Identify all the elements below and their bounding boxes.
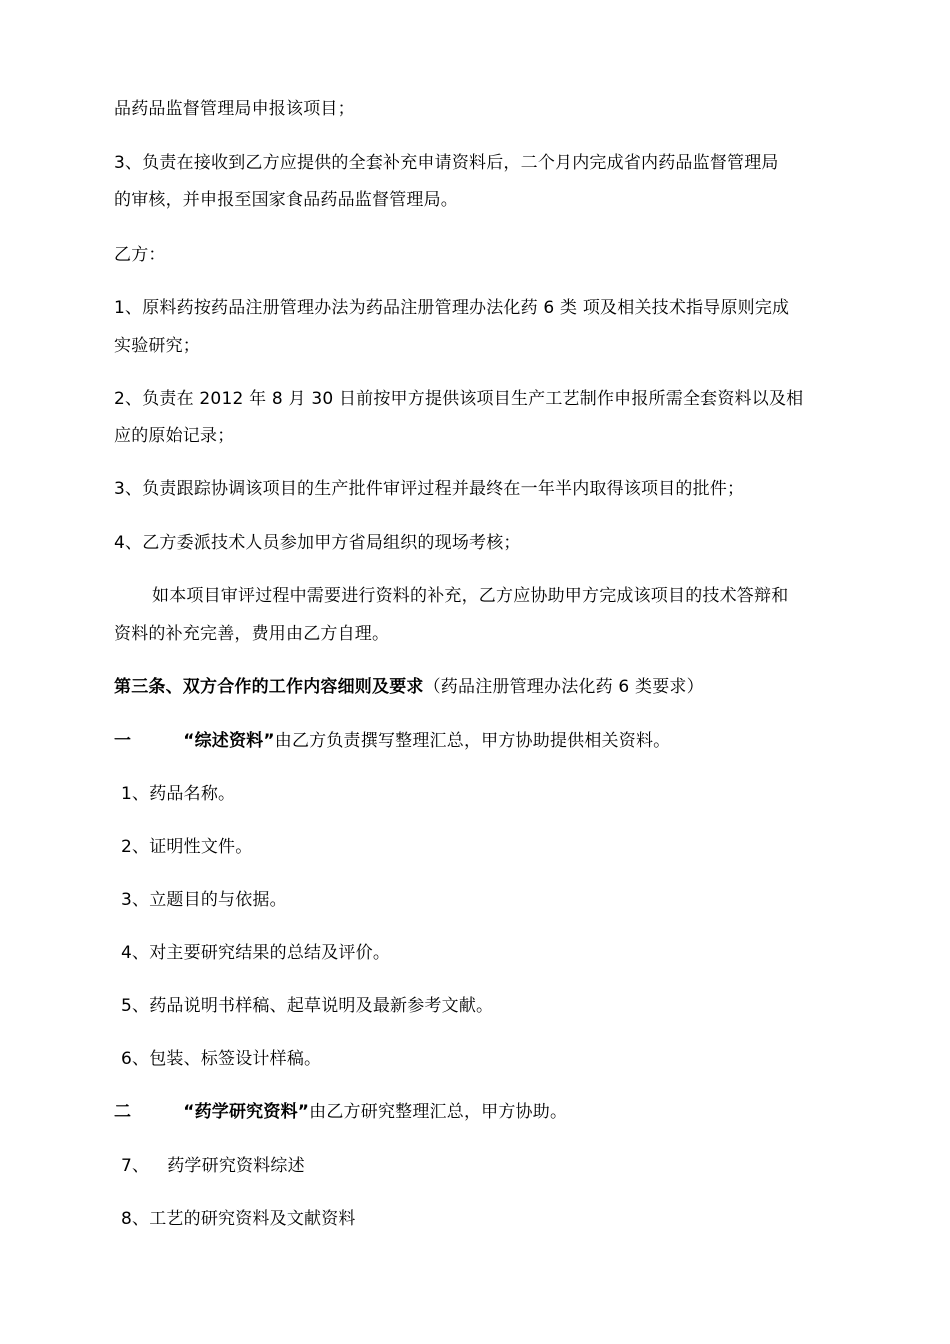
list-item: 8、工艺的研究资料及文献资料 <box>121 1209 356 1229</box>
paragraph-line: 2、负责在 2012 年 8 月 30 日前按甲方提供该项目生产工艺制作申报所需全套资料以及相 <box>114 389 804 409</box>
list-item-text: 药学研究资料综述 <box>167 1156 305 1176</box>
section-title: “综述资料” <box>183 731 275 751</box>
article-heading <box>114 675 704 699</box>
paragraph-line: 品药品监督管理局申报该项目； <box>114 99 355 119</box>
list-item: 5、药品说明书样稿、起草说明及最新参考文献。 <box>121 996 494 1016</box>
list-item <box>121 1154 305 1178</box>
list-item: 3、立题目的与依据。 <box>121 890 287 910</box>
section-title: “药学研究资料” <box>183 1102 310 1122</box>
section-number: 一 <box>114 731 132 751</box>
section-description: 由乙方负责撰写整理汇总，甲方协助提供相关资料。 <box>274 731 671 751</box>
paragraph-line: 实验研究； <box>114 336 200 356</box>
paragraph-line: 资料的补充完善，费用由乙方自理。 <box>114 624 390 644</box>
section-heading <box>114 1100 567 1124</box>
paragraph-line: 的审核，并申报至国家食品药品监督管理局。 <box>114 190 458 210</box>
section-description: 由乙方研究整理汇总，甲方协助。 <box>309 1102 568 1122</box>
section-heading <box>114 729 670 753</box>
paragraph-line: 3、负责跟踪协调该项目的生产批件审评过程并最终在一年半内取得该项目的批件； <box>114 479 745 499</box>
article-note: （药品注册管理办法化药 6 类要求） <box>423 677 704 697</box>
section-number: 二 <box>114 1102 132 1122</box>
paragraph-line: 应的原始记录； <box>114 426 235 446</box>
article-title: 第三条、双方合作的工作内容细则及要求 <box>114 677 424 697</box>
list-item: 4、对主要研究结果的总结及评价。 <box>121 943 391 963</box>
list-item: 1、药品名称。 <box>121 784 236 804</box>
list-item: 6、包装、标签设计样稿。 <box>121 1049 322 1069</box>
paragraph-line: 1、原料药按药品注册管理办法为药品注册管理办法化药 6 类 项及相关技术指导原则完成 <box>114 298 790 318</box>
party-b-label: 乙方： <box>114 245 166 265</box>
paragraph-line: 3、负责在接收到乙方应提供的全套补充申请资料后，二个月内完成省内药品监督管理局 <box>114 153 779 173</box>
paragraph-line: 4、乙方委派技术人员参加甲方省局组织的现场考核； <box>114 533 521 553</box>
list-item: 2、证明性文件。 <box>121 837 253 857</box>
list-item-number: 7、 <box>121 1156 150 1176</box>
paragraph-line: 如本项目审评过程中需要进行资料的补充，乙方应协助甲方完成该项目的技术答辩和 <box>152 586 789 606</box>
